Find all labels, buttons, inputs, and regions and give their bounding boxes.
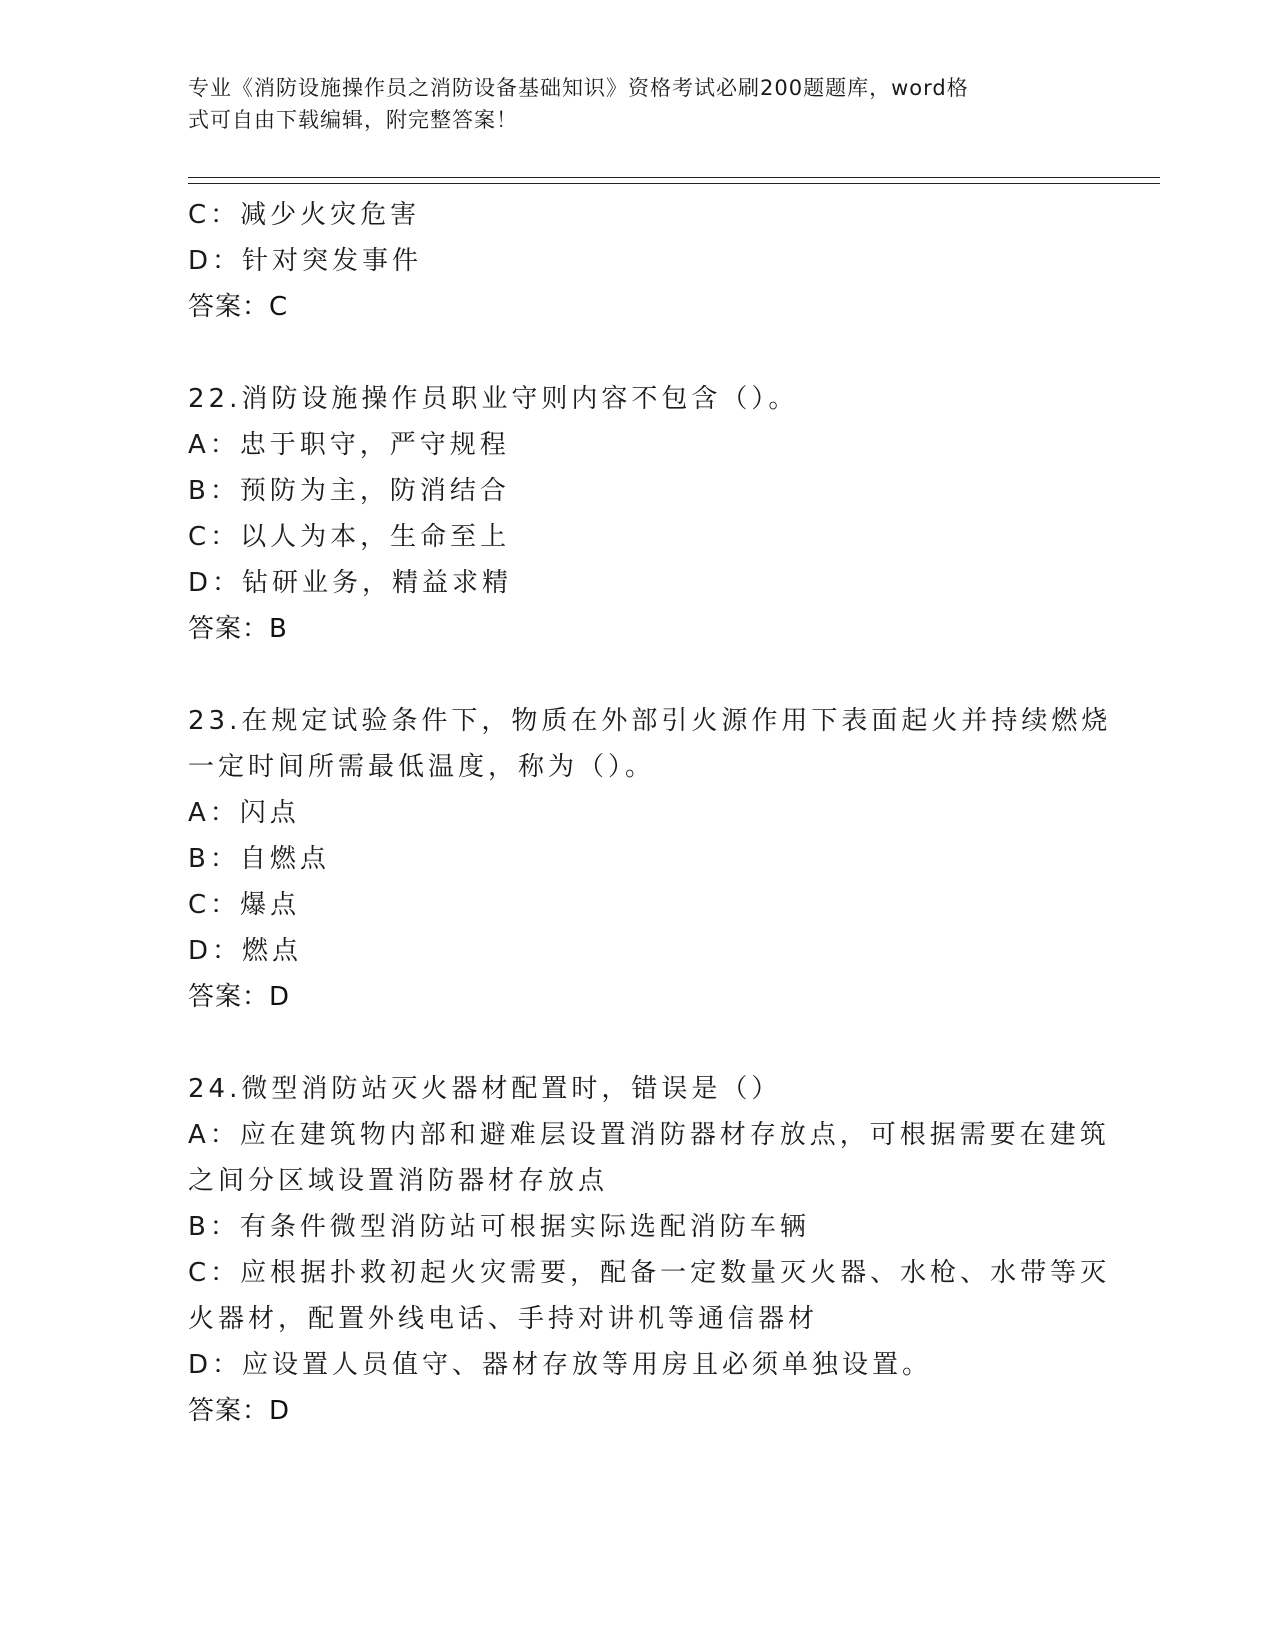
option-b: B：自燃点 [188, 844, 330, 874]
option-a: A：忠于职守，严守规程 [188, 430, 510, 460]
option-c: C：爆点 [188, 890, 301, 920]
option-b: B：有条件微型消防站可根据实际选配消防车辆 [188, 1212, 810, 1242]
answer-line: 答案：C [188, 292, 289, 322]
question-23 [188, 698, 1112, 1020]
question-24 [188, 1066, 1111, 1434]
spacer [188, 652, 1088, 698]
option-d: D：针对突发事件 [188, 246, 423, 276]
header-divider-top [188, 177, 1160, 178]
answer-line: 答案：D [188, 982, 291, 1012]
header-line-1: 专业《消防设施操作员之消防设备基础知识》资格考试必刷200题题库，word格 [188, 76, 969, 100]
option-c: C：减少火灾危害 [188, 200, 421, 230]
option-d: D：燃点 [188, 936, 303, 966]
option-d: D：应设置人员值守、器材存放等用房且必须单独设置。 [188, 1350, 933, 1380]
spacer [188, 330, 1088, 376]
question-stem: 24.微型消防站灭火器材配置时，错误是（） [188, 1074, 782, 1104]
question-22 [188, 376, 1088, 652]
option-d: D：钻研业务，精益求精 [188, 568, 513, 598]
question-21-partial [188, 192, 1088, 330]
option-c-line-2: 火器材，配置外线电话、手持对讲机等通信器材 [188, 1304, 819, 1334]
question-stem: 22.消防设施操作员职业守则内容不包含（）。 [188, 384, 799, 414]
header-divider-bottom [188, 183, 1160, 184]
question-list [188, 192, 1112, 1434]
document-header [188, 72, 1088, 136]
question-stem-line-1: 23.在规定试验条件下，物质在外部引火源作用下表面起火并持续燃烧 [188, 706, 1112, 736]
question-stem-line-2: 一定时间所需最低温度，称为（）。 [188, 752, 656, 782]
answer-line: 答案：D [188, 1396, 291, 1426]
option-c: C：以人为本，生命至上 [188, 522, 511, 552]
header-line-2: 式可自由下载编辑，附完整答案！ [188, 108, 518, 132]
option-c-line-1: C：应根据扑救初起火灾需要，配备一定数量灭火器、水枪、水带等灭 [188, 1258, 1111, 1288]
option-a-line-2: 之间分区域设置消防器材存放点 [188, 1166, 609, 1196]
option-b: B：预防为主，防消结合 [188, 476, 510, 506]
spacer [188, 1020, 1088, 1066]
option-a: A：闪点 [188, 798, 300, 828]
answer-line: 答案：B [188, 614, 288, 644]
option-a-line-1: A：应在建筑物内部和避难层设置消防器材存放点，可根据需要在建筑 [188, 1120, 1110, 1150]
